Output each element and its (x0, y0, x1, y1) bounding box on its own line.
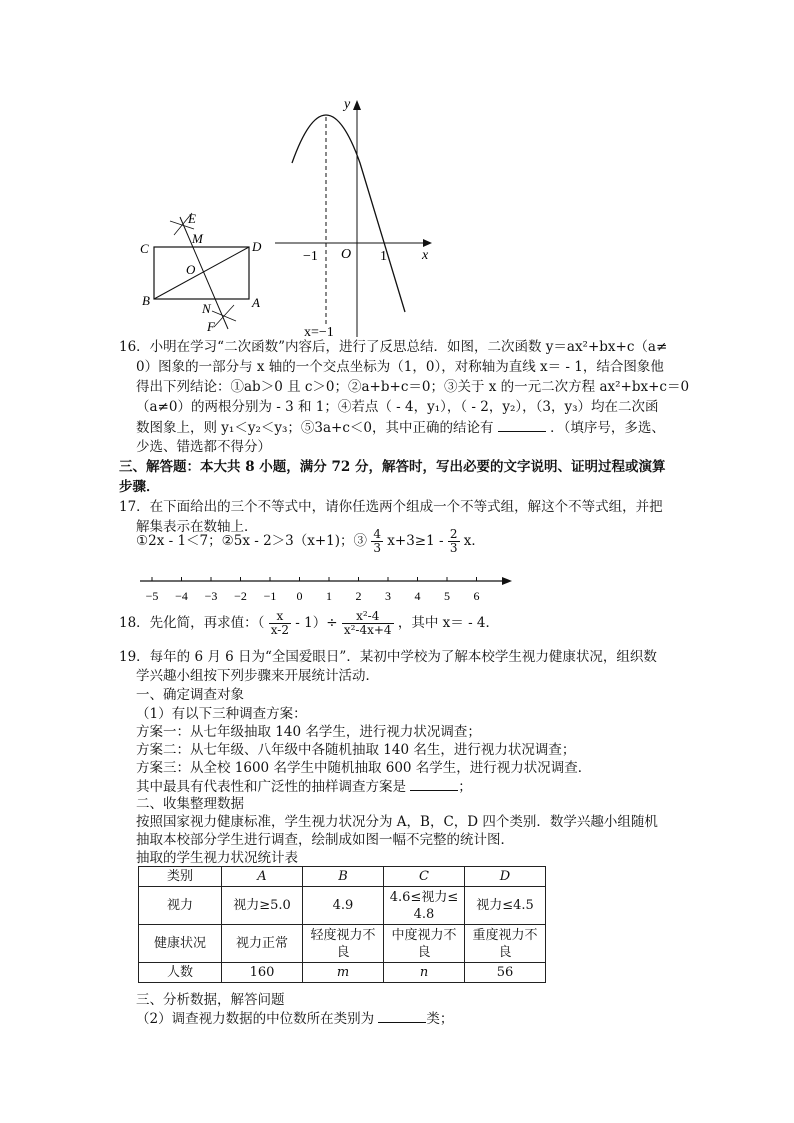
cell-line: 良 (498, 944, 512, 960)
section3-heading-cont: 步骤． (119, 479, 160, 495)
frac-numerator: 2 (449, 527, 458, 541)
x-axis-label: x (422, 248, 429, 263)
tick-label: 6 (473, 589, 480, 603)
table-cell: 视力≥5.0 (222, 887, 303, 925)
table-cell: 视力≤4.5 (465, 887, 546, 925)
q16-line5-end: ．（填序号，多选、 (550, 420, 665, 436)
tick-label: 3 (385, 589, 391, 603)
q19-section1: 一、确定调查对象 (136, 687, 244, 703)
y-axis-label: y (344, 97, 351, 112)
q19-best-text: 其中最具有代表性和广泛性的抽样调查方案是 (136, 779, 406, 795)
q18-frac-division (342, 610, 394, 637)
number-line[interactable] (136, 568, 516, 606)
q17-line2: 解集表示在数轴上． (136, 519, 258, 535)
table-row (139, 925, 546, 963)
frac-denominator: 3 (449, 541, 458, 555)
q19-section3: 三、分析数据，解答问题 (136, 992, 285, 1008)
tick-label: 4 (414, 589, 421, 603)
frac-numerator: x²-4 (342, 610, 394, 624)
tick-label: −5 (145, 589, 159, 603)
minus-one-label: −1 (303, 249, 318, 264)
q19-section2: 二、收集整理数据 (136, 796, 244, 812)
one-label: 1 (380, 249, 387, 264)
cell-line: 良 (336, 944, 350, 960)
frac-numerator: x (269, 610, 291, 624)
cell-line: 重度视力不 (472, 927, 538, 943)
q19-best-end: ； (458, 779, 472, 795)
q18-mid: - 1）÷ (295, 615, 338, 631)
parabola-figure (270, 92, 440, 342)
q19-table-title: 抽取的学生视力状况统计表 (136, 850, 298, 866)
tick-label: 2 (355, 589, 362, 603)
q19-collect2: 抽取本校部分学生进行调查，绘制成如图一幅不完整的统计图． (136, 832, 514, 848)
label-A: A (252, 295, 260, 310)
symmetry-axis-label: x=−1 (304, 325, 334, 340)
q17-inequalities (136, 526, 485, 556)
table-cell: 4.9 (303, 887, 384, 925)
q16-line5 (136, 417, 665, 438)
label-C: C (140, 241, 149, 256)
table-cell: B (303, 867, 384, 887)
label-O: O (186, 262, 196, 277)
table-cell (384, 887, 465, 925)
table-cell: 类别 (139, 867, 222, 887)
label-D: D (252, 239, 262, 254)
q16-line2: 0）图象的一部分与 x 轴的一个交点坐标为（1，0），对称轴为直线 x＝ - 1，结合图象他 (136, 359, 664, 375)
q19-part2 (136, 1008, 453, 1029)
tick-label: −2 (234, 589, 247, 603)
q19-part1: （1）有以下三种调查方案： (136, 706, 307, 722)
q18-suffix: ，其中 x＝ - 4． (397, 615, 500, 631)
q17-frac-4-3 (371, 528, 383, 555)
q17-ineq-part2: x+3≥1 - (387, 533, 444, 549)
frac-denominator: x²-4x+4 (343, 623, 392, 637)
cell-line: 中度视力不 (391, 927, 457, 943)
table-cell (303, 925, 384, 963)
q16-line3: 得出下列结论：①ab＞0 且 c＞0；②a+b+c＝0；③关于 x 的一元二次方程 ax²+bx+c＝0 (136, 379, 690, 395)
q17-frac-2-3 (448, 528, 460, 555)
label-M: M (192, 231, 203, 246)
q19-collect1: 按照国家视力健康标准，学生视力状况分为 A，B，C，D 四个类别．数学兴趣小组随机 (136, 814, 658, 830)
q19-median-blank[interactable] (378, 1008, 426, 1023)
q19-part2-end: 类； (426, 1011, 454, 1027)
tick-label: 5 (444, 589, 450, 603)
q16-answer-blank[interactable] (498, 417, 546, 432)
q17-line1: 17．在下面给出的三个不等式中，请你任选两个组成一个不等式组，解这个不等式组，并把 (119, 499, 663, 515)
table-cell: C (384, 867, 465, 887)
q18-line (119, 606, 499, 640)
cell-line: 良 (417, 944, 431, 960)
q19-best-blank[interactable] (410, 776, 458, 791)
q18-prefix: 18．先化简，再求值：（ (119, 615, 265, 631)
tick-label: −3 (204, 589, 218, 603)
section3-heading: 三、解答题：本大共 8 小题，满分 72 分，解答时，写出必要的文字说明、证明过程或演算 (119, 459, 666, 475)
frac-denominator: x-2 (270, 623, 289, 637)
q19-plan1: 方案一：从七年级抽取 140 名学生，进行视力状况调查； (136, 724, 481, 740)
q19-line1: 19．每年的 6 月 6 日为“全国爱眼日”．某初中学校为了解本校学生视力健康状况，组织数 (119, 649, 657, 665)
frac-denominator: 3 (373, 541, 381, 555)
q17-ineq-part3: x． (463, 533, 485, 549)
label-F: F (207, 319, 215, 334)
table-row (139, 867, 546, 887)
label-N: N (202, 301, 211, 316)
label-B: B (142, 293, 150, 308)
origin-label: O (341, 247, 352, 262)
tick-label: 1 (326, 589, 332, 603)
table-row (139, 963, 546, 983)
q19-line2: 学兴趣小组按下列步骤来开展统计活动． (136, 668, 379, 684)
q19-plan2: 方案二：从七年级、八年级中各随机抽取 140 名生，进行视力状况调查； (136, 742, 576, 758)
label-E: E (188, 211, 196, 226)
table-cell: 视力正常 (222, 925, 303, 963)
table-cell (465, 925, 546, 963)
q18-frac-x-over-x-2 (269, 610, 291, 637)
table-cell: m (303, 963, 384, 983)
rectangle-figure (130, 205, 270, 335)
tick-label: −4 (175, 589, 188, 603)
table-cell: 视力 (139, 887, 222, 925)
table-cell: 160 (222, 963, 303, 983)
table-cell: A (222, 867, 303, 887)
q17-ineq-part1: ①2x - 1＜7；②5x - 2＞3（x+1)；③ (136, 533, 368, 549)
cell-line: 4.6≤视力≤ (389, 889, 459, 905)
table-cell: 健康状况 (139, 925, 222, 963)
q19-part2-text: （2）调查视力数据的中位数所在类别为 (136, 1011, 375, 1027)
vision-stat-table (138, 866, 546, 983)
cell-line: 轻度视力不 (310, 927, 376, 943)
q16-line5-text: 数图象上，则 y₁＜y₂＜y₃；⑤3a+c＜0，其中正确的结论有 (136, 420, 494, 436)
frac-numerator: 4 (373, 527, 381, 541)
table-cell: 56 (465, 963, 546, 983)
q16-line1: 16．小明在学习“二次函数”内容后，进行了反思总结．如图，二次函数 y＝ax²+bx+c（a≠ (119, 339, 668, 355)
table-row (139, 887, 546, 925)
table-cell: 人数 (139, 963, 222, 983)
q16-line6: 少选、错选都不得分） (136, 439, 271, 455)
table-cell: n (384, 963, 465, 983)
q16-line4: （a≠0）的两根分别为 - 3 和 1；④若点（ - 4，y₁），（ - 2，y₂），（3，y₃）均在二次函 (136, 399, 659, 415)
cell-line: 4.8 (413, 906, 435, 922)
tick-label: 0 (296, 589, 303, 603)
q19-plan3: 方案三：从全校 1600 名学生中随机抽取 600 名学生，进行视力状况调查． (136, 760, 592, 776)
table-cell (384, 925, 465, 963)
tick-label: −1 (263, 589, 277, 603)
table-cell: D (465, 867, 546, 887)
